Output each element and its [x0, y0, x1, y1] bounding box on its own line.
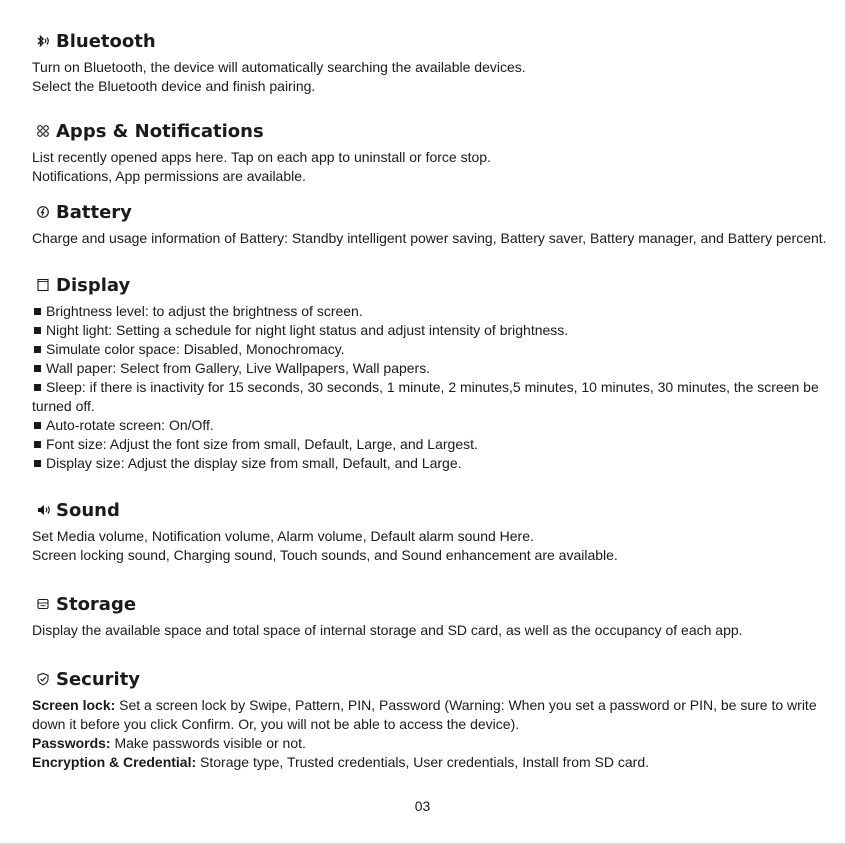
security-section: [32, 666, 827, 772]
body-line: List recently opened apps here. Tap on each app to uninstall or force stop.: [32, 149, 491, 165]
bullet-item: Font size: Adjust the font size from small, Default, Large, and Largest.: [32, 435, 827, 454]
display-icon: [36, 278, 50, 292]
bullet-item: Wall paper: Select from Gallery, Live Wallpapers, Wall papers.: [32, 359, 827, 378]
item-label: Passwords:: [32, 735, 111, 751]
body-line: Display the available space and total space of internal storage and SD card, as well as the occupancy of each app.: [32, 622, 743, 638]
bullet-item: Night light: Setting a schedule for night light status and adjust intensity of brightness.: [32, 321, 827, 340]
section-title: Battery: [56, 201, 132, 223]
bullet-item: Brightness level: to adjust the brightness of screen.: [32, 302, 827, 321]
body-line: Notifications, App permissions are available.: [32, 168, 306, 184]
section-heading: [32, 497, 827, 523]
section-heading: [32, 666, 827, 692]
apps-grid-icon: [36, 124, 50, 138]
item-text: Make passwords visible or not.: [110, 735, 306, 751]
shield-icon: [36, 672, 50, 686]
section-heading: [32, 28, 827, 54]
security-item: [32, 753, 827, 772]
storage-section: [32, 591, 827, 640]
battery-section: [32, 199, 827, 248]
bluetooth-section: [32, 28, 827, 96]
body-line: Screen locking sound, Charging sound, Touch sounds, and Sound enhancement are available.: [32, 547, 618, 563]
item-text: Set a screen lock by Swipe, Pattern, PIN, Password (Warning: When you set a password or PIN, be sure to write down it before you click Confirm. Or, you will not be able to access the device).: [32, 697, 817, 732]
section-title: Sound: [56, 499, 120, 521]
item-label: Screen lock:: [32, 697, 116, 713]
section-title: Storage: [56, 593, 137, 615]
apps-section: [32, 118, 827, 186]
bullet-item: Simulate color space: Disabled, Monochromacy.: [32, 340, 827, 359]
body-line: Turn on Bluetooth, the device will automatically searching the available devices.: [32, 59, 526, 75]
display-section: [32, 272, 827, 473]
section-heading: [32, 199, 827, 225]
bullet-item: Auto-rotate screen: On/Off.: [32, 416, 827, 435]
sound-icon: [36, 503, 50, 517]
section-heading: [32, 591, 827, 617]
bullet-item: Sleep: if there is inactivity for 15 seconds, 30 seconds, 1 minute, 2 minutes,5 minutes, 10 minutes, 30 minutes, the screen be turned off.: [32, 378, 827, 416]
section-heading: [32, 118, 827, 144]
battery-icon: [36, 205, 50, 219]
section-title: Bluetooth: [56, 30, 156, 52]
bullet-item: Display size: Adjust the display size from small, Default, and Large.: [32, 454, 827, 473]
storage-icon: [36, 597, 50, 611]
bluetooth-icon: [36, 34, 50, 48]
section-title: Security: [56, 668, 141, 690]
item-label: Encryption & Credential:: [32, 754, 197, 770]
sound-section: [32, 497, 827, 565]
manual-page: [32, 28, 827, 772]
section-title: Display: [56, 274, 131, 296]
item-text: Storage type, Trusted credentials, User credentials, Install from SD card.: [196, 754, 650, 770]
page-number: 03: [414, 798, 431, 814]
body-line: Set Media volume, Notification volume, Alarm volume, Default alarm sound Here.: [32, 528, 534, 544]
security-item: [32, 734, 827, 753]
body-line: Select the Bluetooth device and finish pairing.: [32, 78, 316, 94]
body-paragraph: Charge and usage information of Battery: Standby intelligent power saving, Battery saver, Battery manager, and Battery percent.: [32, 230, 827, 246]
section-title: Apps & Notifications: [56, 120, 264, 142]
security-item: [32, 696, 827, 734]
section-heading: [32, 272, 827, 298]
